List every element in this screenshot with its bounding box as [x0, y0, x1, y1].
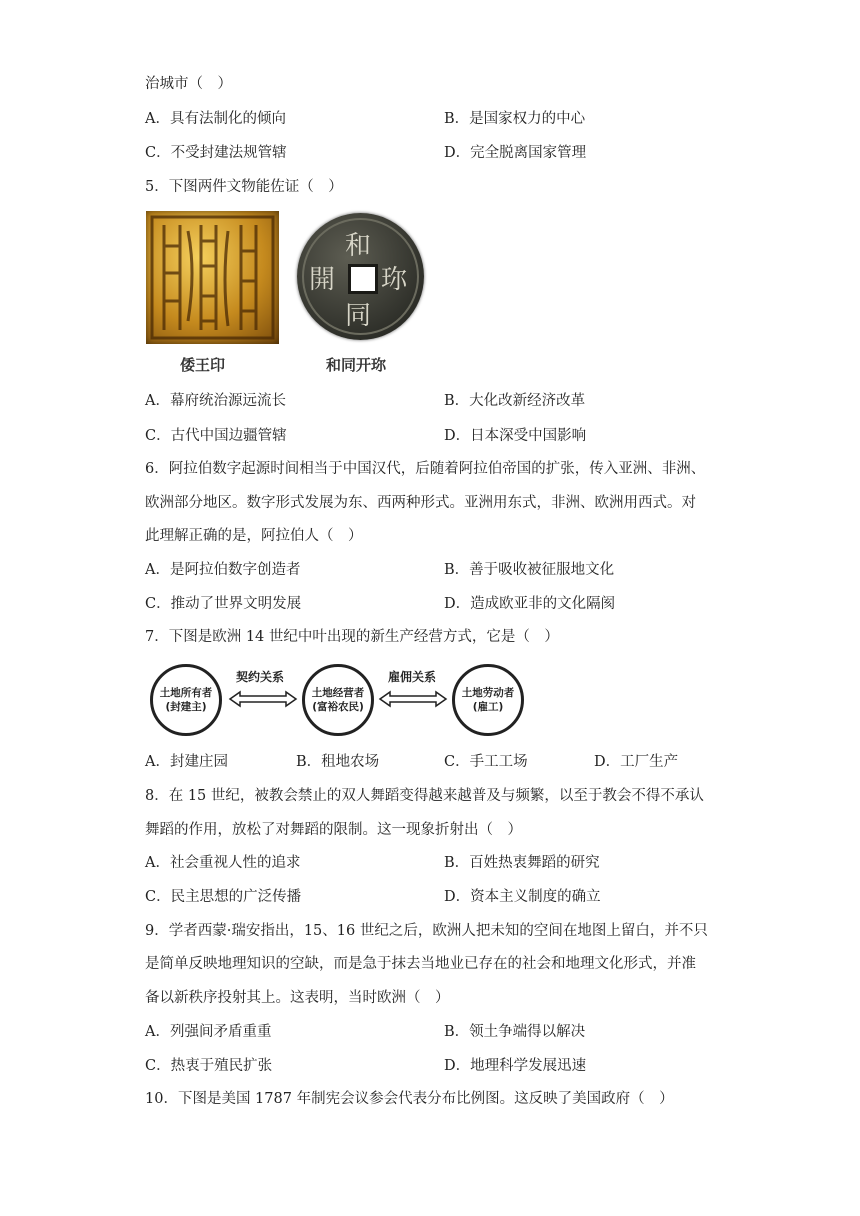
q7-option-a[interactable]: A．封建庄园: [145, 754, 228, 770]
q8-option-d[interactable]: D．资本主义制度的确立: [444, 889, 601, 905]
q5-option-d[interactable]: D．日本深受中国影响: [444, 428, 587, 444]
q8-option-b[interactable]: B．百姓热衷舞蹈的研究: [444, 855, 600, 871]
laborer-node: 土地劳动者 (雇工): [452, 664, 524, 736]
coin-char-bottom: 同: [345, 301, 372, 331]
q6-stem-line3: 此理解正确的是，阿拉伯人（ ）: [145, 528, 363, 544]
coin-image: [297, 213, 424, 340]
q9-option-a[interactable]: A．列强间矛盾重重: [145, 1024, 272, 1040]
coin-char-top: 和: [345, 231, 372, 261]
coin-caption: 和同开珎: [326, 356, 387, 374]
double-arrow-icon: [228, 690, 298, 708]
q7-option-b[interactable]: B．租地农场: [296, 754, 380, 770]
q7-option-c[interactable]: C．手工工场: [444, 754, 528, 770]
q8-stem-line1: 8．在 15 世纪，被教会禁止的双人舞蹈变得越来越普及与频繁，以至于教会不得不承认: [145, 788, 704, 804]
contract-relation-label: 契约关系: [236, 670, 285, 684]
q4-option-b[interactable]: B．是国家权力的中心: [444, 111, 586, 127]
landowner-node: 土地所有者 (封建主): [150, 664, 222, 736]
q9-stem-line1: 9．学者西蒙·瑞安指出，15、16 世纪之后，欧洲人把未知的空间在地图上留白，并不只: [145, 923, 708, 939]
land-operator-node: 土地经营者 (富裕农民): [302, 664, 374, 736]
q9-stem-line2: 是简单反映地理知识的空缺，而是急于抹去当地业已存在的社会和地理文化形式，并准: [145, 956, 696, 972]
q7-option-d[interactable]: D．工厂生产: [594, 754, 679, 770]
q9-option-b[interactable]: B．领土争端得以解决: [444, 1024, 586, 1040]
q5-stem: 5．下图两件文物能佐证（ ）: [145, 179, 343, 195]
q5-option-a[interactable]: A．幕府统治源远流长: [145, 393, 286, 409]
q4-stem-tail: 治城市（ ）: [145, 76, 232, 92]
q7-diagram: [150, 658, 530, 742]
coin-square-hole: [348, 264, 378, 294]
q9-option-d[interactable]: D．地理科学发展迅速: [444, 1058, 587, 1074]
q6-stem-line2: 欧洲部分地区。数字形式发展为东、西两种形式。亚洲用东式，非洲、欧洲用西式。对: [145, 495, 696, 511]
q8-stem-line2: 舞蹈的作用，放松了对舞蹈的限制。这一现象折射出（ ）: [145, 822, 522, 838]
q6-stem-line1: 6．阿拉伯数字起源时间相当于中国汉代，后随着阿拉伯帝国的扩张，传入亚洲、非洲、: [145, 461, 706, 477]
q7-stem: 7．下图是欧洲 14 世纪中叶出现的新生产经营方式，它是（ ）: [145, 629, 559, 645]
q10-stem: 10．下图是美国 1787 年制宪会议参会代表分布比例图。这反映了美国政府（ ）: [145, 1091, 674, 1107]
coin-char-left: 開: [309, 265, 336, 295]
q6-option-b[interactable]: B．善于吸收被征服地文化: [444, 562, 615, 578]
seal-caption: 倭王印: [180, 356, 226, 374]
q5-option-c[interactable]: C．古代中国边疆管辖: [145, 428, 287, 444]
employment-relation-label: 雇佣关系: [388, 670, 437, 684]
q6-option-d[interactable]: D．造成欧亚非的文化隔阂: [444, 596, 616, 612]
q5-option-b[interactable]: B．大化改新经济改革: [444, 393, 586, 409]
q8-option-c[interactable]: C．民主思想的广泛传播: [145, 889, 302, 905]
q9-option-c[interactable]: C．热衷于殖民扩张: [145, 1058, 273, 1074]
q4-option-c[interactable]: C．不受封建法规管辖: [145, 145, 287, 161]
coin-char-right: 珎: [381, 265, 408, 295]
double-arrow-icon: [378, 690, 448, 708]
q6-option-a[interactable]: A．是阿拉伯数字创造者: [145, 562, 301, 578]
q4-option-a[interactable]: A．具有法制化的倾向: [145, 111, 286, 127]
q6-option-c[interactable]: C．推动了世界文明发展: [145, 596, 302, 612]
q8-option-a[interactable]: A．社会重视人性的追求: [145, 855, 301, 871]
q9-stem-line3: 备以新秩序投射其上。这表明，当时欧洲（ ）: [145, 990, 450, 1006]
seal-image: [146, 211, 279, 344]
q4-option-d[interactable]: D．完全脱离国家管理: [444, 145, 587, 161]
